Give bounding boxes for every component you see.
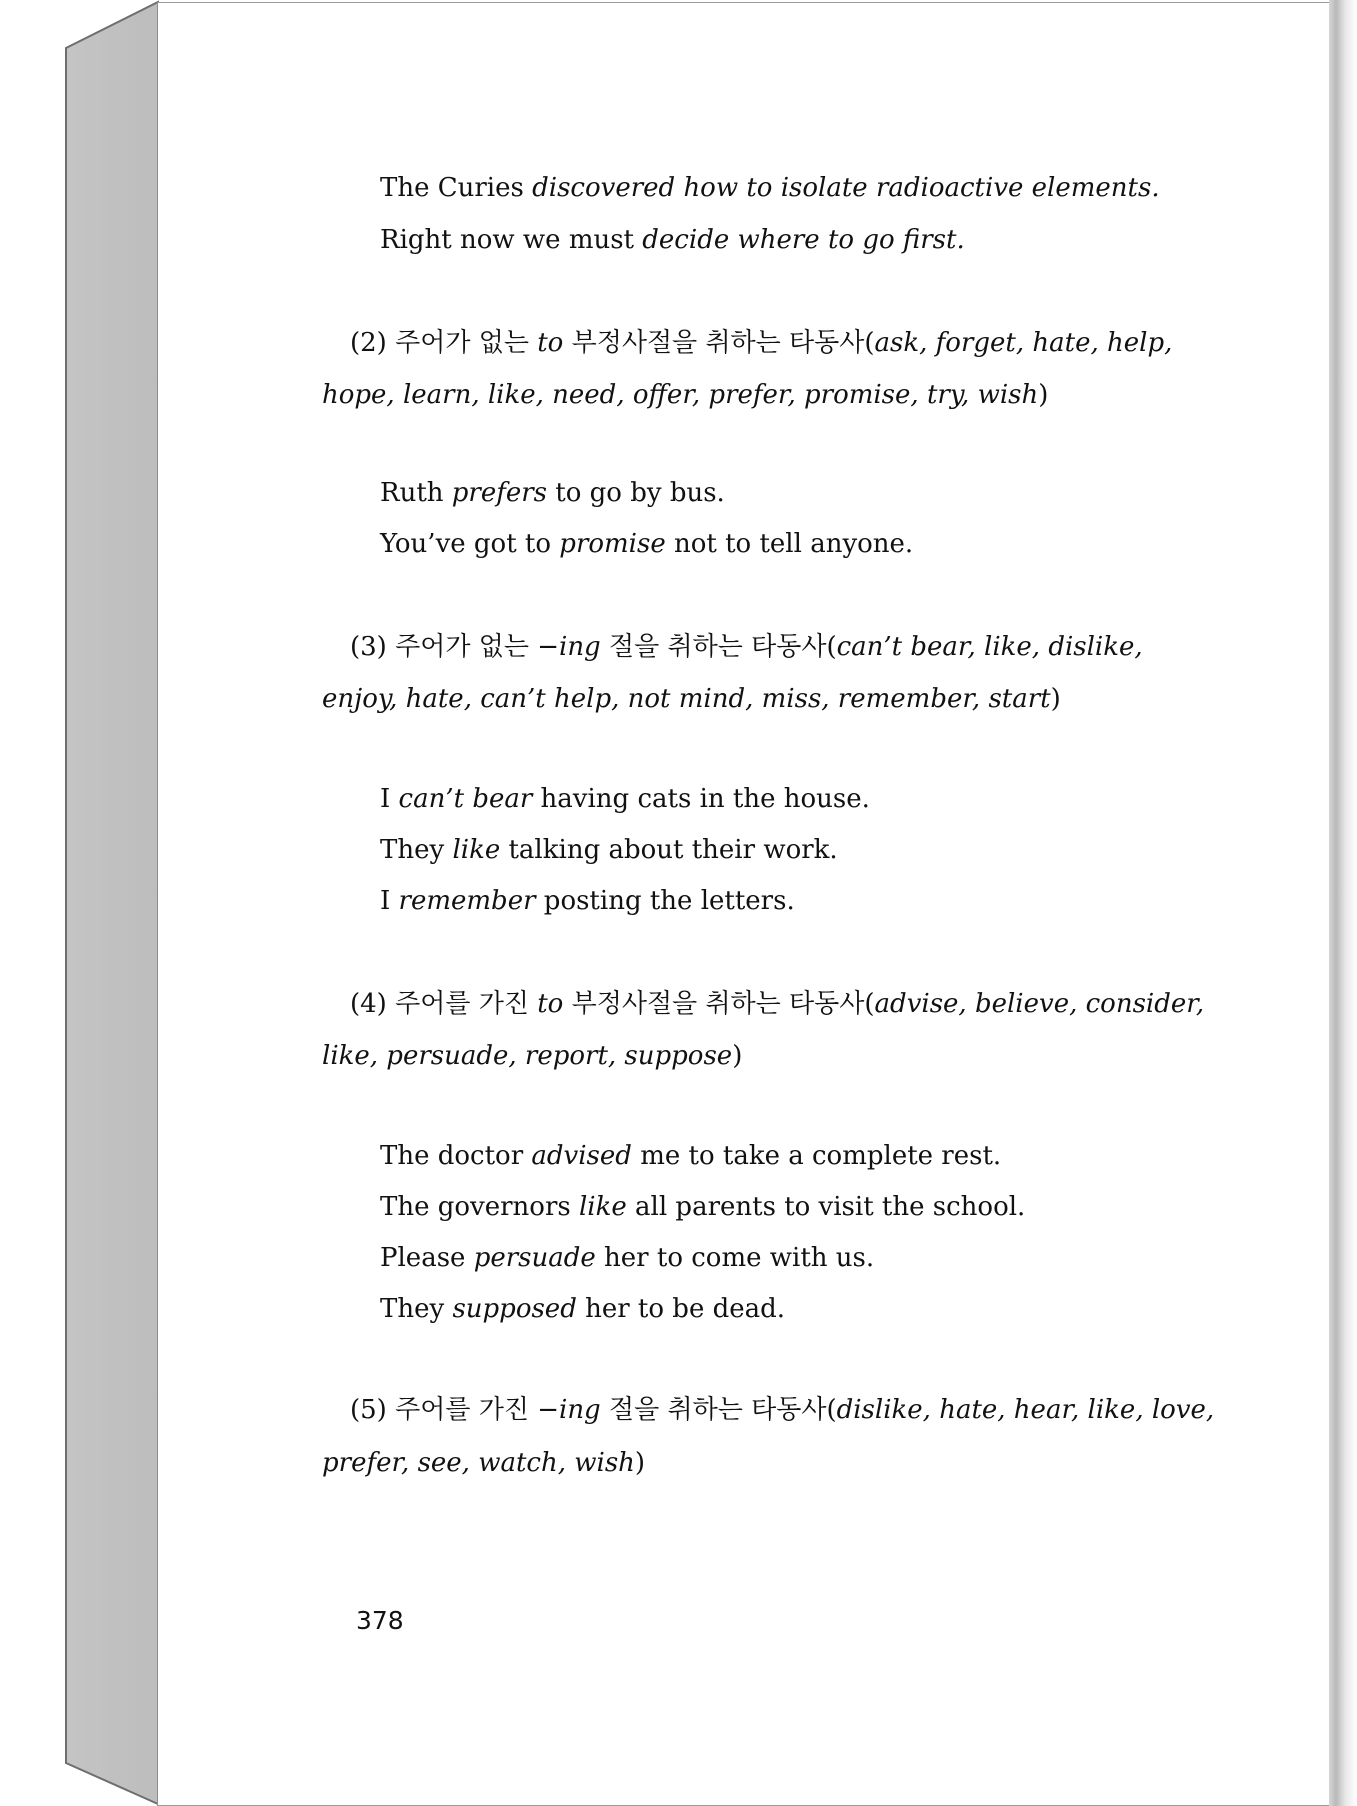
example-sentence: You’ve got to promise not to tell anyone. bbox=[380, 529, 914, 559]
page-number: 378 bbox=[356, 1606, 404, 1635]
section-3-heading: (3) 주어가 없는 −ing 절을 취하는 타동사(can’t bear, like, dislike, bbox=[350, 632, 1143, 662]
example-sentence: The Curies discovered how to isolate radioactive elements. bbox=[380, 173, 1160, 203]
book-spine bbox=[0, 0, 160, 1806]
example-sentence: They supposed her to be dead. bbox=[380, 1294, 786, 1324]
section-3-verb-list: enjoy, hate, can’t help, not mind, miss, remember, start) bbox=[322, 684, 1061, 714]
section-4-heading: (4) 주어를 가진 to 부정사절을 취하는 타동사(advise, believe, consider, bbox=[350, 989, 1205, 1019]
example-sentence: The doctor advised me to take a complete rest. bbox=[380, 1141, 1002, 1171]
example-sentence: The governors like all parents to visit the school. bbox=[380, 1192, 1026, 1222]
page-edge-shadow bbox=[1329, 0, 1357, 1806]
example-sentence: They like talking about their work. bbox=[380, 835, 838, 865]
section-2-heading: (2) 주어가 없는 to 부정사절을 취하는 타동사(ask, forget, hate, help, bbox=[350, 328, 1173, 358]
section-4-verb-list: like, persuade, report, suppose) bbox=[322, 1041, 743, 1071]
example-sentence: Please persuade her to come with us. bbox=[380, 1243, 875, 1273]
section-5-verb-list: prefer, see, watch, wish) bbox=[322, 1448, 646, 1478]
example-sentence: Ruth prefers to go by bus. bbox=[380, 478, 725, 508]
example-sentence: I remember posting the letters. bbox=[380, 886, 795, 916]
section-5-heading: (5) 주어를 가진 −ing 절을 취하는 타동사(dislike, hate, hear, like, love, bbox=[350, 1395, 1215, 1425]
example-sentence: I can’t bear having cats in the house. bbox=[380, 784, 870, 814]
section-2-verb-list: hope, learn, like, need, offer, prefer, promise, try, wish) bbox=[322, 380, 1049, 410]
example-sentence: Right now we must decide where to go first. bbox=[380, 225, 965, 255]
